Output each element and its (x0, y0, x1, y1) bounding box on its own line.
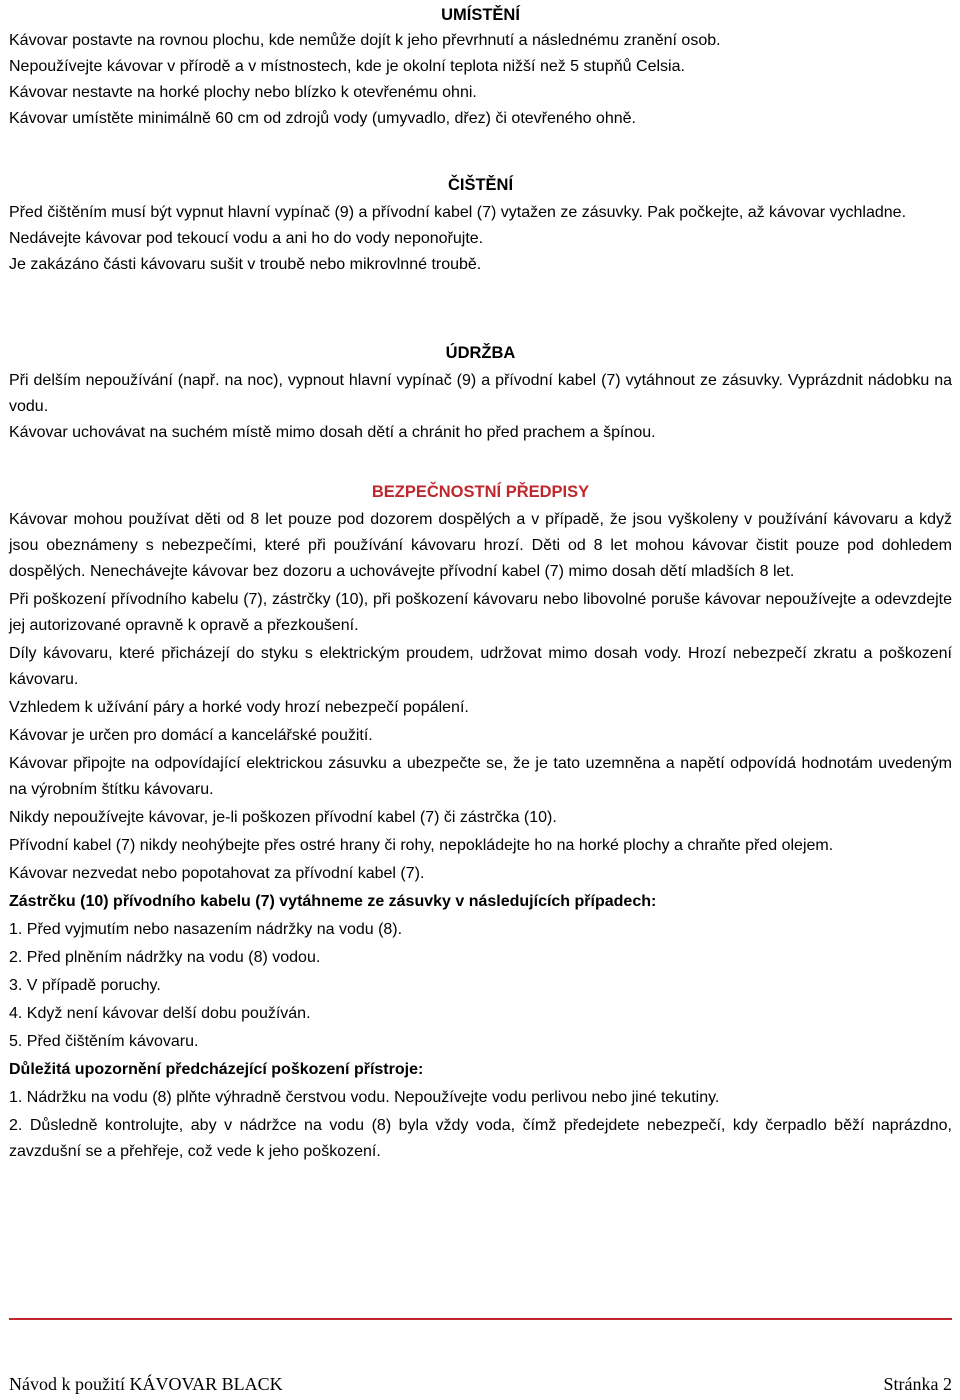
text-line: Kávovar postavte na rovnou plochu, kde nemůže dojít k jeho převrhnutí a následnému zranění osob. (9, 32, 721, 49)
text-paragraph: Při poškození přívodního kabelu (7), zástrčky (10), při poškození kávovaru nebo libovolné poruše kávovar nepoužívejte a odevzdejte jej autorizované opravně k opravě a přezkoušení. (9, 591, 952, 634)
list-item: 4. Když není kávovar delší dobu používán. (9, 1005, 311, 1022)
text-paragraph: Díly kávovaru, které přicházejí do styku s elektrickým proudem, udržovat mimo dosah vody. Hrozí nebezpečí zkratu a poškození kávovaru. (9, 645, 952, 688)
text-paragraph: Kávovar mohou používat děti od 8 let pouze pod dozorem dospělých a v případě, že jsou vyškoleny v používání kávovaru a když jsou obeznámeny s nebezpečími, které při používání kávovaru hrozí. Děti od 8 let mohou kávovar čistit pouze pod dohledem dospělých. Nenechávejte kávovar bez dozoru a uchovávejte přívodní kabel (7) mimo dosah dětí mladších 8 let. (9, 511, 952, 580)
list-item: 1. Nádržku na vodu (8) plňte výhradně čerstvou vodu. Nepoužívejte vodu perlivou nebo jiné tekutiny. (9, 1089, 720, 1106)
section-title: UMÍSTĚNÍ (441, 6, 520, 24)
page-footer (9, 1374, 952, 1395)
text-paragraph: Kávovar nezvedat nebo popotahovat za přívodní kabel (7). (9, 865, 425, 882)
section-title: ČIŠTĚNÍ (447, 176, 514, 194)
list-item: 2. Důsledně kontrolujte, aby v nádržce na vodu (8) byla vždy voda, čímž předejdete nebezpečí, kdy čerpadlo běží naprázdno, zavzdušní se a přehřeje, což vede k jeho poškození. (9, 1117, 952, 1160)
text-line: Je zakázáno části kávovaru sušit v troubě nebo mikrovlnné troubě. (9, 256, 482, 273)
text-paragraph: Při delším nepoužívání (např. na noc), vypnout hlavní vypínač (9) a přívodní kabel (7) vytáhnout ze zásuvky. Vyprázdnit nádobku na vodu. (9, 372, 952, 415)
section-title: ÚDRŽBA (445, 344, 516, 362)
text-line: Kávovar umístěte minimálně 60 cm od zdrojů vody (umyvadlo, dřez) či otevřeného ohně. (9, 110, 636, 127)
section-umisteni (9, 2, 952, 132)
section-udrzba (9, 340, 952, 446)
text-paragraph: Vzhledem k užívání páry a horké vody hrozí nebezpečí popálení. (9, 699, 469, 716)
footer-divider (9, 1318, 952, 1320)
list-item: 3. V případě poruchy. (9, 977, 161, 994)
warning-heading: Důležitá upozornění předcházející poškození přístroje: (9, 1061, 424, 1078)
text-line: Nedávejte kávovar pod tekoucí vodu a ani ho do vody neponořujte. (9, 230, 484, 247)
text-paragraph: Kávovar je určen pro domácí a kancelářské použití. (9, 727, 373, 744)
section-cisteni (9, 172, 952, 278)
section-title: BEZPEČNOSTNÍ PŘEDPISY (371, 483, 590, 501)
text-paragraph: Nikdy nepoužívejte kávovar, je-li poškozen přívodní kabel (7) či zástrčka (10). (9, 809, 557, 826)
list-item: 5. Před čištěním kávovaru. (9, 1033, 199, 1050)
footer-title: Návod k použití KÁVOVAR BLACK (9, 1374, 283, 1394)
text-line: Kávovar uchovávat na suchém místě mimo dosah dětí a chránit ho před prachem a špínou. (9, 424, 656, 441)
text-paragraph: Před čištěním musí být vypnut hlavní vypínač (9) a přívodní kabel (7) vytažen ze zásuvky. Pak počkejte, až kávovar vychladne. (9, 204, 907, 221)
text-line: Kávovar nestavte na horké plochy nebo blízko k otevřenému ohni. (9, 84, 477, 101)
text-line: Nepoužívejte kávovar v přírodě a v místnostech, kde je okolní teplota nižší než 5 stupňů Celsia. (9, 58, 685, 75)
section-bezpecnost (9, 479, 952, 1165)
list-item: 2. Před plněním nádržky na vodu (8) vodou. (9, 949, 321, 966)
page-number: Stránka 2 (883, 1374, 952, 1394)
unplug-heading: Zástrčku (10) přívodního kabelu (7) vytáhneme ze zásuvky v následujících případech: (9, 893, 657, 910)
text-paragraph: Přívodní kabel (7) nikdy neohýbejte přes ostré hrany či rohy, nepokládejte ho na horké plochy a chraňte před olejem. (9, 837, 834, 854)
list-item: 1. Před vyjmutím nebo nasazením nádržky na vodu (8). (9, 921, 403, 938)
text-paragraph: Kávovar připojte na odpovídající elektrickou zásuvku a ubezpečte se, že je tato uzemněna a napětí odpovídá hodnotám uvedeným na výrobním štítku kávovaru. (9, 755, 952, 798)
